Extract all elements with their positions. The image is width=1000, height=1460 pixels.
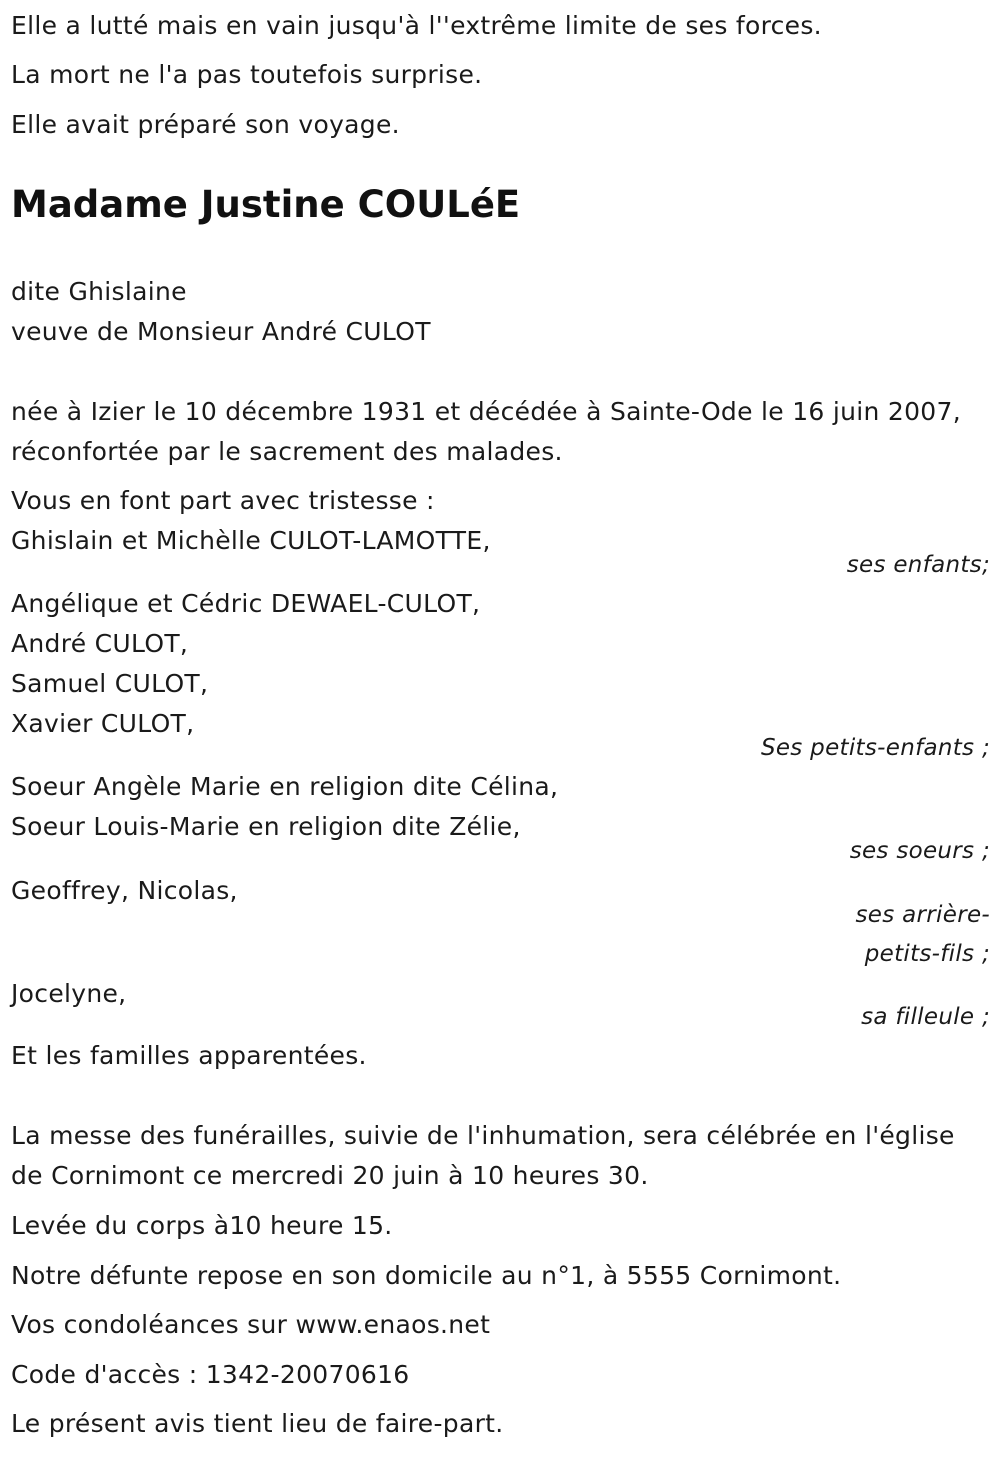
family-member: Xavier CULOT,	[11, 709, 195, 738]
funeral-mass-line-2: de Cornimont ce mercredi 20 juin à 10 heures 30.	[11, 1161, 649, 1190]
family-member: Soeur Angèle Marie en religion dite Célina,	[11, 772, 559, 801]
announcement-intro: Vous en font part avec tristesse :	[11, 486, 435, 515]
family-member: André CULOT,	[11, 629, 189, 658]
relation-sisters: ses soeurs ;	[849, 838, 990, 864]
intro-line-2: La mort ne l'a pas toutefois surprise.	[11, 60, 483, 89]
deceased-alias: dite Ghislaine	[11, 277, 187, 306]
family-member: Angélique et Cédric DEWAEL-CULOT,	[11, 589, 481, 618]
family-member: Samuel CULOT,	[11, 669, 209, 698]
repose-line: Notre défunte repose en son domicile au n°1, à 5555 Cornimont.	[11, 1261, 842, 1290]
levee-line: Levée du corps à10 heure 15.	[11, 1211, 393, 1240]
birth-death-line: née à Izier le 10 décembre 1931 et décédée à Sainte-Ode le 16 juin 2007,	[11, 397, 961, 426]
intro-line-1: Elle a lutté mais en vain jusqu'à l''extrême limite de ses forces.	[11, 11, 822, 40]
funeral-mass-line-1: La messe des funérailles, suivie de l'inhumation, sera célébrée en l'église	[11, 1121, 955, 1150]
family-member: Jocelyne,	[11, 979, 127, 1008]
relation-grandchildren: Ses petits-enfants ;	[760, 735, 990, 761]
access-code-line: Code d'accès : 1342-20070616	[11, 1360, 410, 1389]
family-member: Geoffrey, Nicolas,	[11, 876, 238, 905]
relation-children: ses enfants;	[846, 552, 990, 578]
family-member: Ghislain et Michèlle CULOT-LAMOTTE,	[11, 526, 491, 555]
deceased-widow-of: veuve de Monsieur André CULOT	[11, 317, 431, 346]
relation-great-grandsons: ses arrière-petits-fils ;	[855, 902, 990, 967]
deceased-name: Madame Justine COULéE	[11, 183, 521, 226]
relatives-line: Et les familles apparentées.	[11, 1041, 367, 1070]
sacrament-line: réconfortée par le sacrement des malades.	[11, 437, 563, 466]
family-member: Soeur Louis-Marie en religion dite Zélie,	[11, 812, 521, 841]
notice-line: Le présent avis tient lieu de faire-part.	[11, 1409, 504, 1438]
relation-goddaughter: sa filleule ;	[861, 1004, 990, 1030]
condolences-line: Vos condoléances sur www.enaos.net	[11, 1310, 491, 1339]
intro-line-3: Elle avait préparé son voyage.	[11, 110, 400, 139]
